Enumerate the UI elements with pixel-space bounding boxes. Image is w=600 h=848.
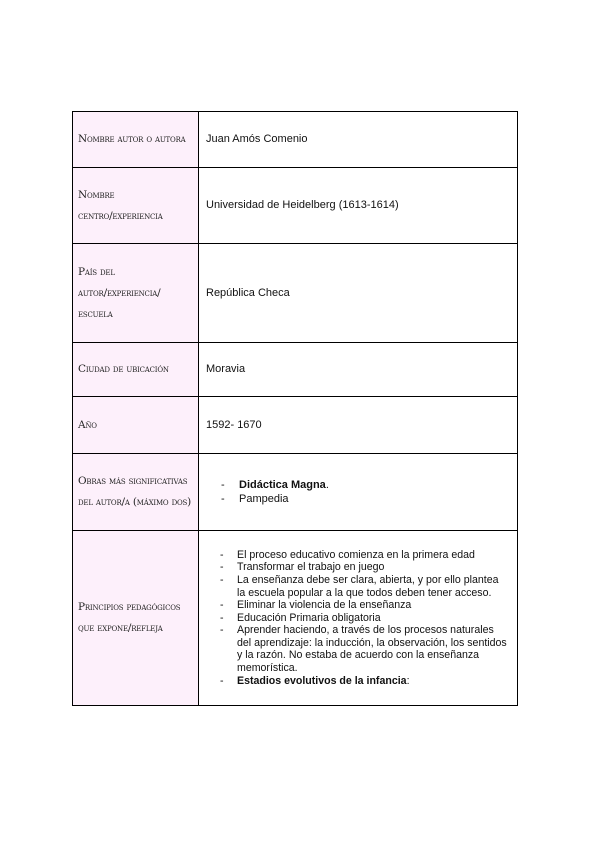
table-row-principles	[73, 531, 518, 706]
principles-label-line2: que expone/refleja	[78, 622, 163, 634]
author-label: Nombre autor o autora	[78, 133, 186, 145]
work-title: Didáctica Magna	[239, 479, 326, 491]
country-label-line1: País del	[78, 265, 115, 278]
principles-label-line1: Principios pedagógicos	[78, 601, 181, 613]
city-label-cell	[73, 343, 199, 397]
list-item	[206, 478, 509, 492]
city-value: Moravia	[206, 363, 246, 375]
principle-suffix: :	[406, 674, 410, 687]
list-item: - Educación Primaria obligatoria	[206, 612, 509, 625]
principles-value-cell	[199, 531, 518, 706]
list-item: - El proceso educativo comienza en la primera edad	[206, 549, 509, 562]
list-item: - La enseñanza debe ser clara, abierta, y por ello plantea la escuela popular a la que todos deben tener acceso.	[206, 574, 509, 599]
table-row-works	[73, 454, 518, 531]
center-label-line2: centro/experiencia	[78, 209, 163, 222]
year-value-cell	[199, 397, 518, 454]
country-label-line2: autor/experiencia/	[78, 286, 161, 299]
center-value-cell	[199, 168, 518, 244]
table-row-author	[73, 112, 518, 168]
country-value-cell	[199, 244, 518, 343]
principles-list	[206, 549, 509, 688]
list-item: - Transformar el trabajo en juego	[206, 561, 509, 574]
table-row-center	[73, 168, 518, 244]
list-item	[206, 492, 509, 506]
year-value: 1592- 1670	[206, 418, 262, 431]
author-value-cell	[199, 112, 518, 168]
works-label-line1: Obras más significativas	[78, 475, 188, 487]
city-label: Ciudad de ubicación	[78, 363, 169, 375]
list-item: - Aprender haciendo, a través de los procesos naturales del aprendizaje: la inducción, la observación, los sentidos y la razón. No estaba de acuerdo con la enseñanza memorística.	[206, 624, 509, 674]
country-label-cell	[73, 244, 199, 343]
work-title: Pampedia	[239, 493, 289, 505]
works-value-cell	[199, 454, 518, 531]
list-item: - Eliminar la violencia de la enseñanza	[206, 599, 509, 612]
author-info-table	[72, 111, 518, 706]
year-label-cell	[73, 397, 199, 454]
work-suffix: .	[325, 479, 329, 491]
center-label-line1: Nombre	[78, 188, 115, 201]
principles-label-cell	[73, 531, 199, 706]
works-label-line2: del autor/a (máximo dos)	[78, 496, 192, 508]
city-value-cell	[199, 343, 518, 397]
center-value: Universidad de Heidelberg (1613-1614)	[206, 199, 399, 211]
author-label-cell	[73, 112, 199, 168]
table-row-country	[73, 244, 518, 343]
center-label-cell	[73, 168, 199, 244]
country-label-line3: escuela	[78, 307, 113, 320]
works-list	[206, 478, 509, 506]
year-label: Año	[78, 418, 97, 431]
author-value: Juan Amós Comenio	[206, 133, 308, 145]
country-value: República Checa	[206, 286, 290, 299]
table-row-city	[73, 343, 518, 397]
table-row-year	[73, 397, 518, 454]
works-label-cell	[73, 454, 199, 531]
principle-highlight: Estadios evolutivos de la infancia	[237, 674, 407, 687]
list-item	[206, 675, 509, 688]
